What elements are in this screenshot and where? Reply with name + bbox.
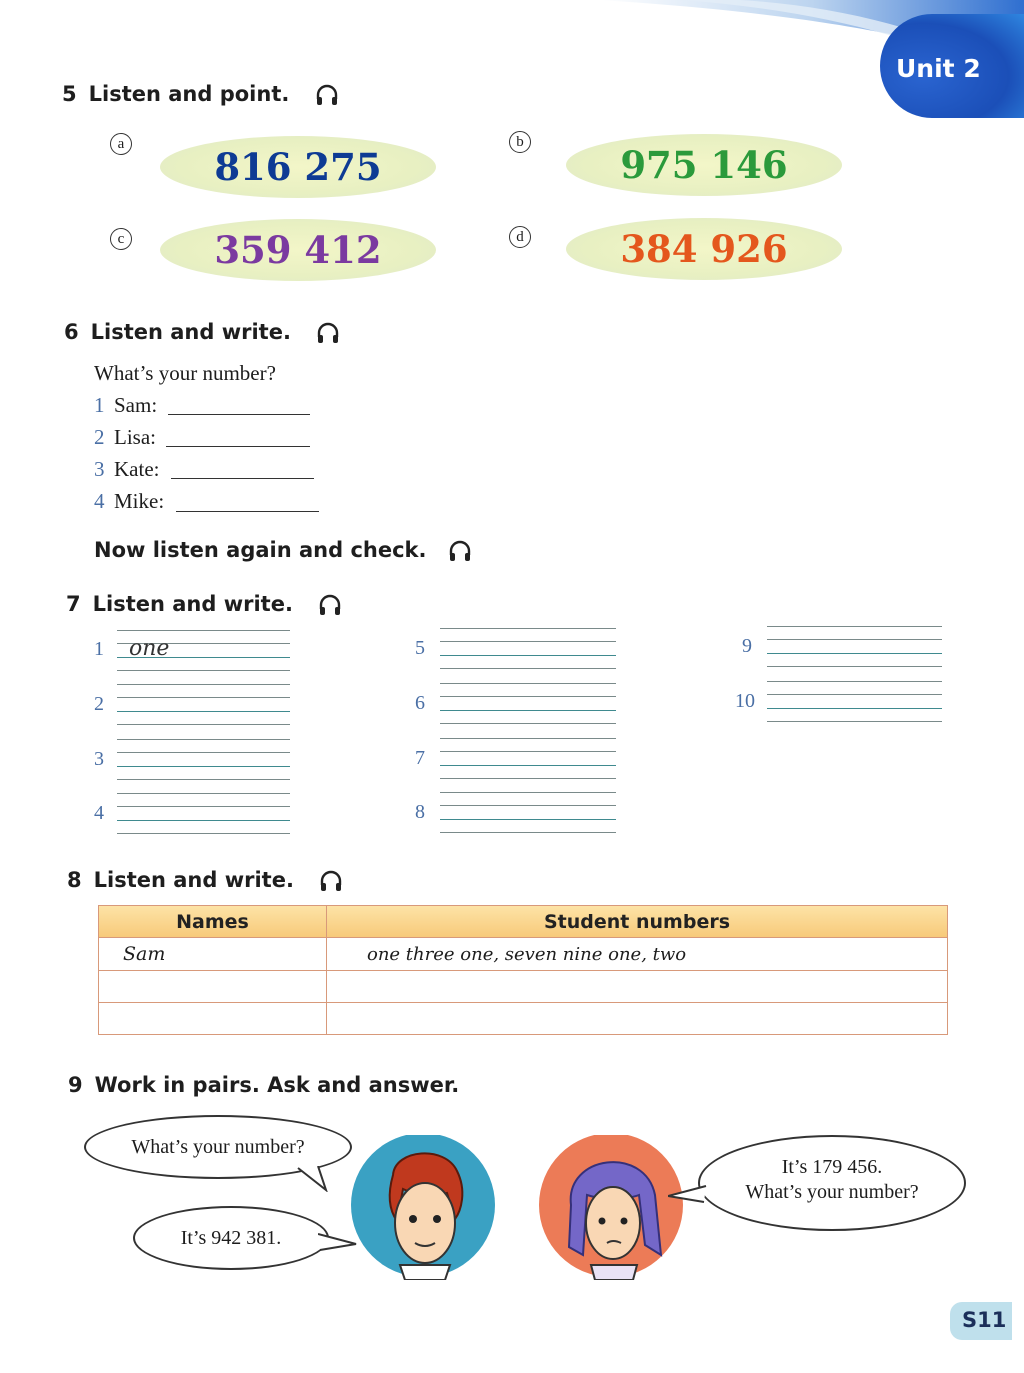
handwriting-lines-7[interactable] xyxy=(440,738,616,780)
bubble-tail xyxy=(668,1184,708,1208)
handwriting-lines-10[interactable] xyxy=(767,681,942,723)
ex7-num-2: 2 xyxy=(94,693,104,715)
letter-d: d xyxy=(509,226,531,248)
ex6-item-1: 1 Sam: xyxy=(94,393,158,417)
ex8-title: Listen and write. xyxy=(93,868,294,892)
number-b: 975 146 xyxy=(620,143,788,187)
ex6-item-2: 2 Lisa: xyxy=(94,425,156,449)
header-names: Names xyxy=(99,906,327,938)
ex7-num-4: 4 xyxy=(94,802,104,824)
handwriting-lines-1[interactable] xyxy=(117,630,290,672)
bubble-tail xyxy=(296,1166,332,1192)
ex7-num-6: 6 xyxy=(415,692,425,714)
number-c: 359 412 xyxy=(214,228,382,272)
letter-a: a xyxy=(110,133,132,155)
table-row xyxy=(99,938,948,971)
headphones-icon xyxy=(318,593,342,617)
handwriting-lines-6[interactable] xyxy=(440,683,616,725)
number-d: 384 926 xyxy=(620,227,788,271)
ex7-answer-1: one xyxy=(129,636,170,661)
unit-label: Unit 2 xyxy=(896,54,981,83)
ex6-question: What’s your number? xyxy=(94,361,276,385)
row-name[interactable]: Sam xyxy=(99,938,327,971)
student-numbers-table xyxy=(98,905,948,1035)
headphones-icon xyxy=(448,539,472,563)
ex5-heading: 5 Listen and point. xyxy=(62,82,339,107)
ex7-num-8: 8 xyxy=(415,801,425,823)
header-student-numbers: Student numbers xyxy=(327,906,948,938)
ex6-check: Now listen again and check. xyxy=(94,538,472,563)
unit-tab xyxy=(880,14,1024,118)
page-number-badge xyxy=(950,1302,1012,1340)
number-a: 816 275 xyxy=(214,145,382,189)
ex7-num-7: 7 xyxy=(415,747,425,769)
speech-bubble-boy-answer: It’s 942 381. xyxy=(133,1206,329,1270)
ex7-heading: 7 Listen and write. xyxy=(66,592,342,617)
ex7-num-9: 9 xyxy=(742,635,752,657)
ex6-item-3: 3 Kate: xyxy=(94,457,160,481)
answer-line-kate[interactable] xyxy=(171,478,314,479)
row-name[interactable] xyxy=(99,971,327,1003)
ex6-heading: 6 Listen and write. xyxy=(64,320,340,345)
ex7-num-3: 3 xyxy=(94,748,104,770)
headphones-icon xyxy=(316,321,340,345)
table-row xyxy=(99,971,948,1003)
ex6-title: Listen and write. xyxy=(90,320,291,344)
letter-c: c xyxy=(110,228,132,250)
speech-bubble-girl: It’s 179 456. What’s your number? xyxy=(698,1135,966,1231)
answer-line-lisa[interactable] xyxy=(166,446,310,447)
table-header-row xyxy=(99,906,948,938)
handwriting-lines-2[interactable] xyxy=(117,684,290,726)
handwriting-lines-3[interactable] xyxy=(117,739,290,781)
answer-line-mike[interactable] xyxy=(176,511,319,512)
headphones-icon xyxy=(315,83,339,107)
ex5-title: Listen and point. xyxy=(88,82,290,106)
boy-illustration xyxy=(345,1135,505,1280)
handwriting-lines-8[interactable] xyxy=(440,792,616,834)
letter-b: b xyxy=(509,131,531,153)
bubble-tail xyxy=(318,1230,358,1254)
table-row xyxy=(99,1003,948,1035)
headphones-icon xyxy=(319,869,343,893)
ex7-num-10: 10 xyxy=(735,690,755,712)
row-number[interactable] xyxy=(327,971,948,1003)
answer-line-sam[interactable] xyxy=(168,414,310,415)
speech-bubble-boy-question: What’s your number? xyxy=(84,1115,352,1179)
handwriting-lines-4[interactable] xyxy=(117,793,290,835)
row-name[interactable] xyxy=(99,1003,327,1035)
ex9-title: Work in pairs. Ask and answer. xyxy=(94,1073,460,1097)
ex9-heading: 9 Work in pairs. Ask and answer. xyxy=(68,1073,460,1097)
ex7-title: Listen and write. xyxy=(92,592,293,616)
row-number[interactable]: one three one, seven nine one, two xyxy=(327,938,948,971)
handwriting-lines-5[interactable] xyxy=(440,628,616,670)
ex7-num-5: 5 xyxy=(415,637,425,659)
ex6-item-4: 4 Mike: xyxy=(94,489,165,513)
handwriting-lines-9[interactable] xyxy=(767,626,942,668)
row-number[interactable] xyxy=(327,1003,948,1035)
ex8-heading: 8 Listen and write. xyxy=(67,868,343,893)
ex7-num-1: 1 xyxy=(94,638,104,660)
page-number: S11 xyxy=(962,1308,1007,1332)
